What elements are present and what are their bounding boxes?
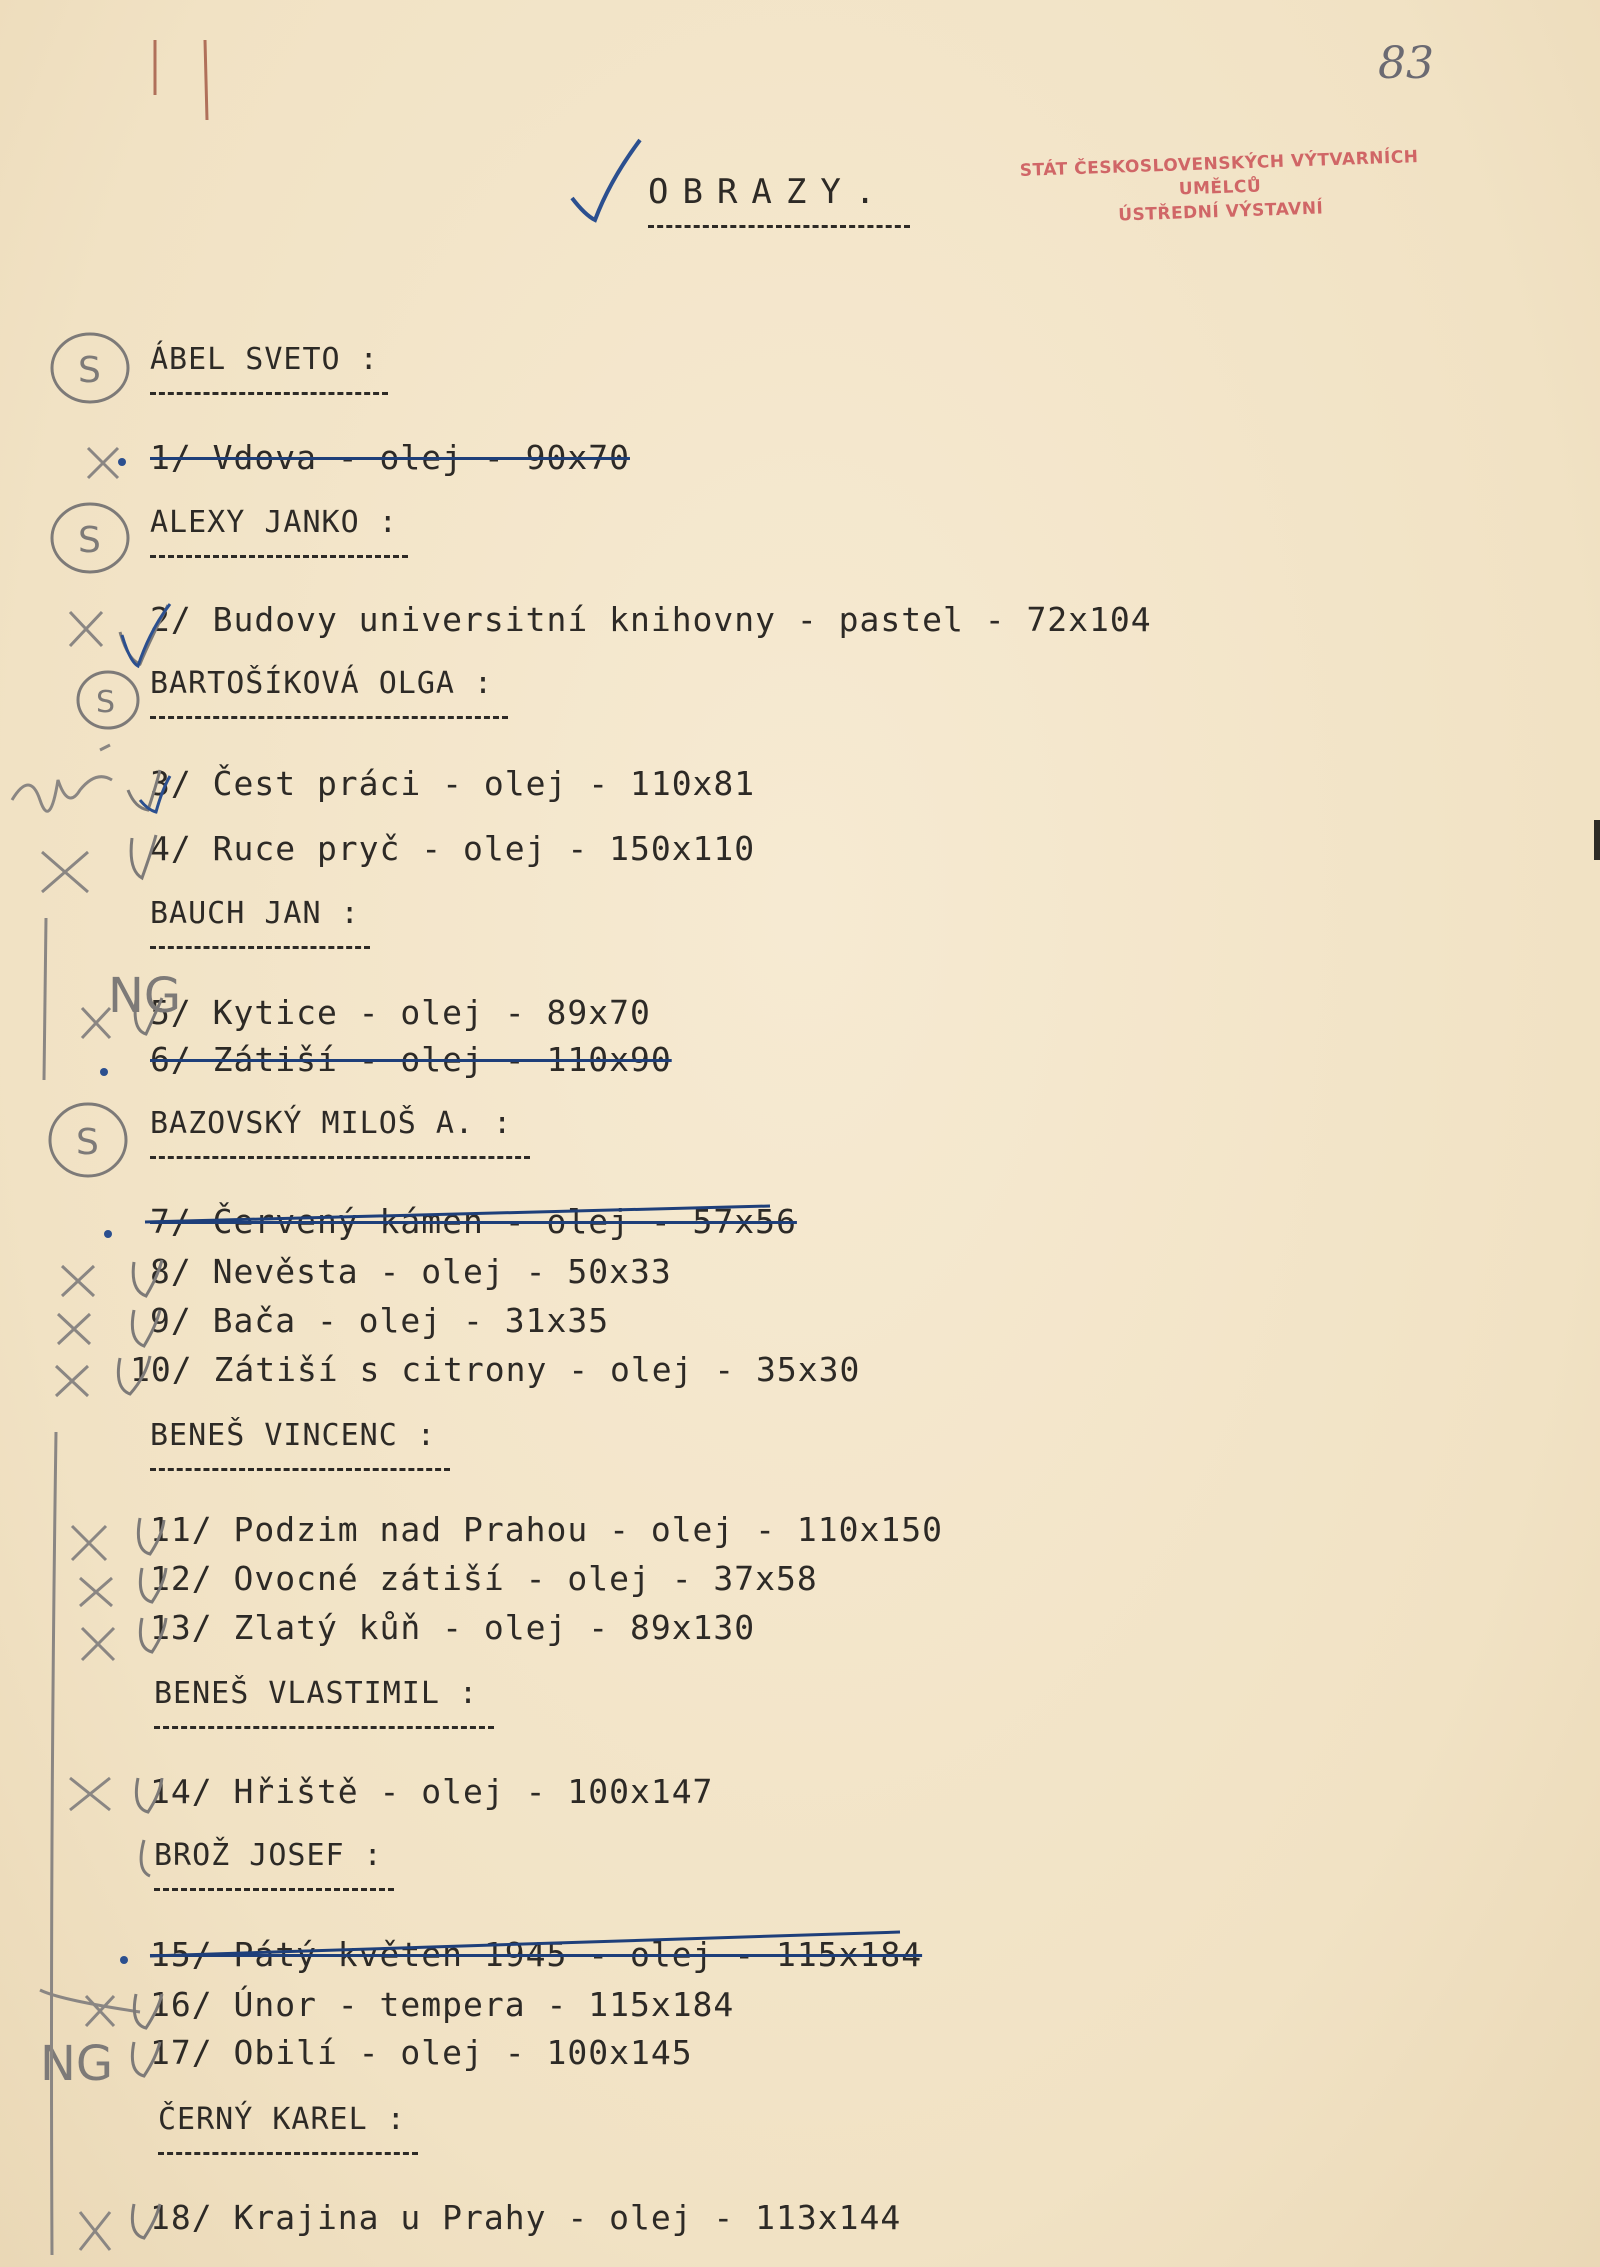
heading-underline [158, 2152, 418, 2155]
artist-heading: BAUCH JAN : [150, 896, 360, 931]
pencil-tick-icon [141, 1840, 150, 1876]
bullet-dot [118, 458, 126, 466]
artist-heading: ALEXY JANKO : [150, 505, 398, 540]
artist-heading: ÁBEL SVETO : [150, 342, 379, 377]
artwork-entry: 18/ Krajina u Prahy - olej - 113x144 [150, 2198, 902, 2237]
handwritten-note [12, 745, 112, 811]
artwork-entry: 9/ Bača - olej - 31x35 [150, 1301, 610, 1340]
stamp-line-1: STÁT ČESKOSLOVENSKÝCH VÝTVARNÍCH UMĚLCŮ [1019, 147, 1419, 200]
artwork-entry: 16/ Únor - tempera - 115x184 [150, 1985, 735, 2024]
artwork-entry: 14/ Hřiště - olej - 100x147 [150, 1772, 714, 1811]
heading-underline [154, 1888, 394, 1891]
artwork-entry: 4/ Ruce pryč - olej - 150x110 [150, 829, 756, 868]
x-mark-icon [56, 1366, 88, 1396]
artist-heading: BARTOŠÍKOVÁ OLGA : [150, 666, 494, 701]
title-underline [648, 225, 910, 228]
artwork-entry: 8/ Nevěsta - olej - 50x33 [150, 1252, 672, 1291]
circle-s-icon [50, 1104, 126, 1176]
check-mark-icon [572, 140, 640, 220]
page-number: 83 [1378, 38, 1434, 89]
margin-bracket [52, 1432, 57, 2255]
bullet-dot [120, 1956, 128, 1964]
x-mark-icon [80, 2212, 110, 2250]
margin-note: NG [108, 968, 182, 1024]
margin-note: S [76, 1122, 99, 1163]
heading-underline [150, 555, 408, 558]
margin-note: S [96, 685, 116, 720]
artwork-entry: 5/ Kytice - olej - 89x70 [150, 993, 651, 1032]
artist-heading: ČERNÝ KAREL : [158, 2102, 406, 2137]
x-mark-icon [88, 448, 118, 478]
x-mark-icon [58, 1314, 90, 1344]
artwork-entry: 17/ Obilí - olej - 100x145 [150, 2033, 693, 2072]
x-mark-icon [86, 1996, 114, 2026]
x-mark-icon [42, 852, 88, 892]
bullet-dot [100, 1068, 108, 1076]
heading-underline [150, 1468, 450, 1471]
artwork-entry: 10/ Zátiší s citrony - olej - 35x30 [130, 1350, 861, 1389]
margin-bracket [40, 1990, 140, 2012]
page-title: OBRAZY. [648, 172, 890, 212]
x-mark-icon [70, 612, 102, 646]
stamp-line-2: ÚSTŘEDNÍ VÝSTAVNÍ [1117, 198, 1324, 226]
artwork-entry: 15/ Pátý květen 1945 - olej - 115x184 [150, 1935, 923, 1974]
institution-stamp [999, 144, 1441, 231]
artwork-entry: 6/ Zátiší - olej - 110x90 [150, 1040, 672, 1079]
artwork-entry: 12/ Ovocné zátiší - olej - 37x58 [150, 1559, 818, 1598]
x-mark-icon [70, 1778, 110, 1810]
artwork-entry: 2/ Budovy universitní knihovny - pastel - 72x104 [150, 600, 1152, 639]
x-mark-icon [82, 1628, 114, 1660]
artwork-entry: 3/ Čest práci - olej - 110x81 [150, 764, 756, 803]
artwork-entry: 11/ Podzim nad Prahou - olej - 110x150 [150, 1510, 943, 1549]
heading-underline [150, 716, 508, 719]
x-mark-icon [82, 1008, 110, 1038]
x-mark-icon [80, 1578, 112, 1606]
margin-note: NG [40, 2036, 114, 2092]
artwork-entry: 1/ Vdova - olej - 90x70 [150, 438, 630, 477]
circle-s-icon [52, 334, 128, 402]
artwork-entry: 13/ Zlatý kůň - olej - 89x130 [150, 1608, 756, 1647]
x-mark-icon [62, 1266, 94, 1296]
artwork-entry: 7/ Červený kámen - olej - 57x56 [150, 1202, 797, 1241]
bullet-dot [104, 1230, 112, 1238]
artist-heading: BENEŠ VINCENC : [150, 1418, 436, 1453]
circle-s-icon [52, 504, 128, 572]
margin-note: S [78, 520, 101, 561]
heading-underline [150, 392, 388, 395]
margin-note: S [78, 350, 101, 391]
pencil-tick-icon [155, 40, 207, 120]
artist-heading: BAZOVSKÝ MILOŠ A. : [150, 1106, 513, 1141]
margin-bracket [44, 918, 46, 1080]
x-mark-icon [72, 1526, 106, 1560]
heading-underline [154, 1726, 494, 1729]
artist-heading: BROŽ JOSEF : [154, 1838, 383, 1873]
artist-heading: BENEŠ VLASTIMIL : [154, 1676, 479, 1711]
heading-underline [150, 946, 370, 949]
heading-underline [150, 1156, 530, 1159]
circle-s-icon [78, 672, 138, 728]
